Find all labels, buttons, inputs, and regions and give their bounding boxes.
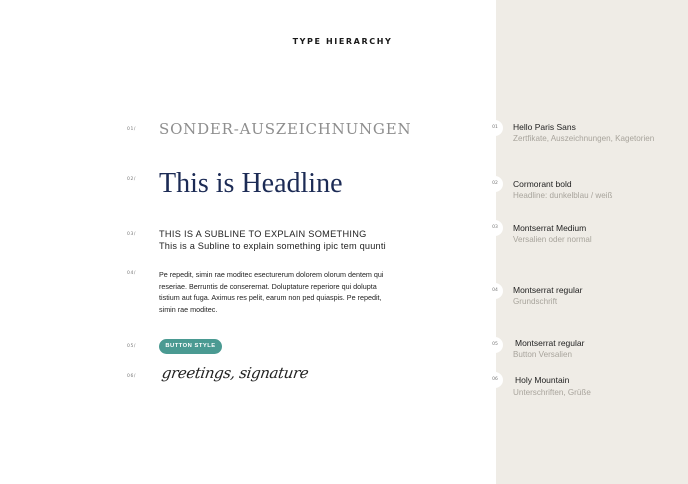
- signature-sample: greetings, signature: [160, 364, 310, 382]
- special-heading-sample: SONDER-AUSZEICHNUNGEN: [159, 120, 412, 138]
- headline-sample: This is Headline: [159, 168, 343, 199]
- font-name: Hello Paris Sans: [513, 122, 576, 132]
- legend-number-badge: 01: [487, 120, 503, 136]
- sample-number: 05/: [127, 344, 137, 349]
- font-usage: Headline: dunkelblau / weiß: [513, 191, 613, 200]
- legend-number-badge: 05: [487, 337, 503, 353]
- button-style-sample[interactable]: BUTTON STYLE: [159, 339, 222, 354]
- font-usage: Button Versalien: [513, 350, 572, 359]
- sample-number: 01/: [127, 127, 137, 132]
- legend-number-badge: 04: [487, 283, 503, 299]
- font-usage: Versalien oder normal: [513, 235, 592, 244]
- body-text-sample: Pe repedit, simin rae moditec esecturerum dolorem olorum dentem qui reseriae. Berruntis de conserernat. Doluptature reperiore qui dolupta tistium aut fuga. Aximus res pelit, earum non ped quiaspis. Pe repedit, simin rae moditec.: [159, 270, 384, 314]
- sample-number: 06/: [127, 374, 137, 379]
- font-name: Montserrat regular: [513, 285, 583, 295]
- font-usage: Grundschrift: [513, 297, 558, 306]
- legend-number-badge: 02: [487, 176, 503, 192]
- font-name: Montserrat regular: [515, 338, 585, 348]
- font-usage: Zertfikate, Auszeichnungen, Kagetorien: [513, 134, 655, 143]
- font-name: Cormorant bold: [513, 179, 572, 189]
- subline-normal-sample: This is a Subline to explain something ipic tem quunti: [159, 241, 386, 251]
- page-title: TYPE HIERARCHY: [292, 37, 393, 46]
- sample-number: 02/: [127, 177, 137, 182]
- sample-number: 03/: [127, 232, 137, 237]
- legend-number-badge: 06: [487, 372, 503, 388]
- subline-uppercase-sample: THIS IS A SUBLINE TO EXPLAIN SOMETHING: [159, 229, 367, 239]
- legend-number-badge: 03: [487, 220, 503, 236]
- font-name: Montserrat Medium: [513, 223, 587, 233]
- font-usage: Unterschriften, Grüße: [513, 388, 591, 397]
- sample-number: 04/: [127, 271, 137, 276]
- font-name: Holy Mountain: [515, 375, 570, 385]
